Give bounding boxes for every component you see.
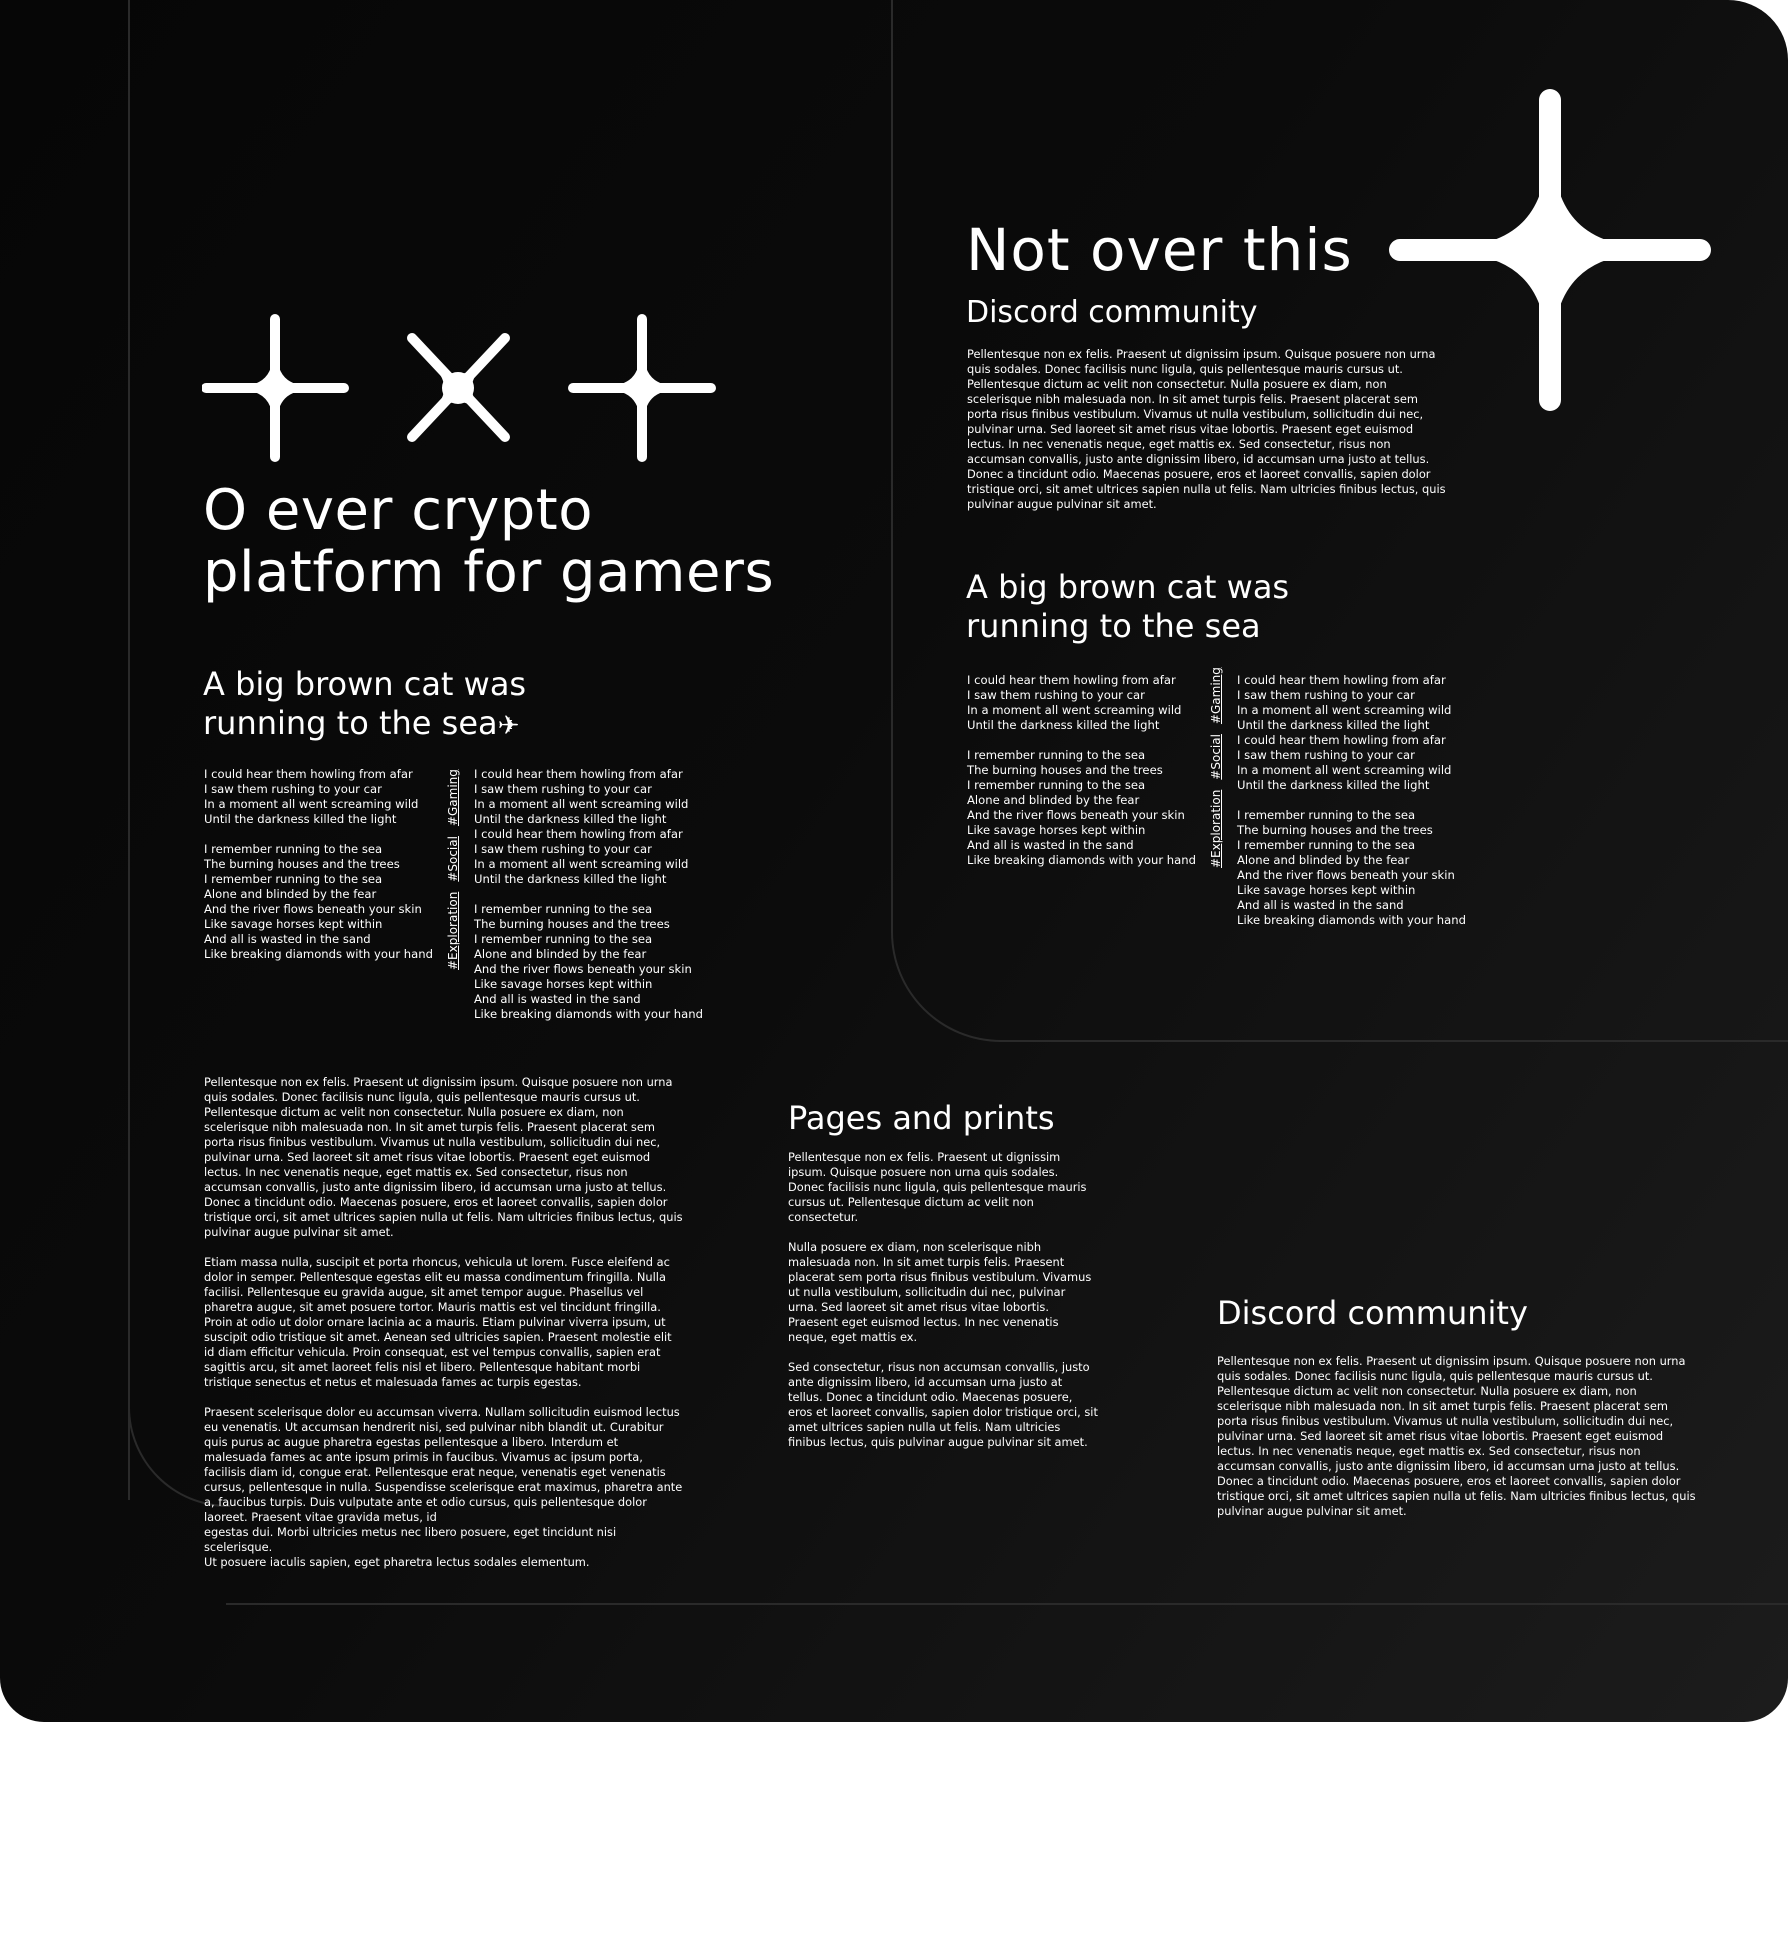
tag-gaming[interactable]: #Gaming	[446, 769, 460, 827]
right-heading: Not over this	[966, 216, 1353, 284]
right-tag-list	[1209, 667, 1223, 868]
left-body-paragraph-3: Praesent scelerisque dolor eu accumsan viverra. Nullam sollicitudin euismod lectus eu venenatis. Ut accumsan hendrerit nisi, sed pulvinar nibh blandit ut. Curabitur quis purus ac augue pharetra egestas pellentesque a libero. Interdum et malesuada fames ac ante ipsum primis in faucibus. Vivamus ac ipsum porta, facilisis diam id, congue erat. Pellentesque erat neque, venenatis eget venenatis cursus, pellentesque in nulla. Suspendisse scelerisque erat maximus, pharetra ante a, faucibus turpis. Duis vulputate ante et odio cursus, quis pellentesque dolor laoreet. Praesent vitae gravida metus, id egestas dui. Morbi ultricies metus nec libero posuere, eget tincidunt nisi scelerisque. Ut posuere iaculis sapien, eget pharetra lectus sodales elementum.	[204, 1405, 683, 1569]
sparkle-row	[202, 313, 722, 463]
right-subheading-2: A big brown cat was running to the sea	[966, 568, 1290, 645]
tag-social[interactable]: #Social	[446, 836, 460, 882]
tag-gaming[interactable]: #Gaming	[1209, 667, 1223, 725]
right-paragraph: Pellentesque non ex felis. Praesent ut dignissim ipsum. Quisque posuere non urna quis sodales. Donec facilisis nunc ligula, quis pellentesque mauris cursus ut. Pellentesque dictum ac velit non consectetur. Nulla posuere ex diam, non scelerisque nibh malesuada non. In sit amet turpis felis. Praesent placerat sem porta risus finibus vestibulum. Vivamus ut nulla vestibulum, sollicitudin dui nec, pulvinar urna. Sed laoreet sit amet risus vitae lobortis. Praesent eget euismod lectus. In nec venenatis neque, eget mattis ex. Sed consectetur, risus non accumsan convallis, justo ante dignissim libero, id accumsan urna justo at tellus. Donec a tincidunt odio. Maecenas posuere, eros et laoreet convallis, sapien dolor tristique orci, sit amet ultrices sapien nulla ut felis. Nam ultricies finibus lectus, quis pulvinar augue pulvinar sit amet.	[967, 347, 1446, 511]
left-tag-list	[446, 769, 460, 970]
left-vertical-rule	[128, 0, 130, 1500]
pages-paragraph-3: Sed consectetur, risus non accumsan convallis, justo ante dignissim libero, id accumsan urna justo at tellus. Donec a tincidunt odio. Maecenas posuere, eros et laoreet convallis, sapien dolor tristique orci, sit amet ultrices sapien nulla ut felis. Nam ultricies finibus lectus, quis pulvinar augue pulvinar sit amet.	[788, 1360, 1098, 1449]
plane-icon: ✈	[497, 711, 520, 741]
pages-paragraph-2: Nulla posuere ex diam, non scelerisque nibh malesuada non. In sit amet turpis felis. Praesent placerat sem porta risus finibus vestibulum. Vivamus ut nulla vestibulum, sollicitudin dui nec, pulvinar urna. Sed laoreet sit amet risus vitae lobortis. Praesent eget euismod lectus. In nec venenatis neque, eget mattis ex.	[788, 1240, 1092, 1344]
discord-paragraph: Pellentesque non ex felis. Praesent ut dignissim ipsum. Quisque posuere non urna quis sodales. Donec facilisis nunc ligula, quis pellentesque mauris cursus ut. Pellentesque dictum ac velit non consectetur. Nulla posuere ex diam, non scelerisque nibh malesuada non. In sit amet turpis felis. Praesent placerat sem porta risus finibus vestibulum. Vivamus ut nulla vestibulum, sollicitudin dui nec, pulvinar urna. Sed laoreet sit amet risus vitae lobortis. Praesent eget euismod lectus. In nec venenatis neque, eget mattis ex. Sed consectetur, risus non accumsan convallis, justo ante dignissim libero, id accumsan urna justo at tellus. Donec a tincidunt odio. Maecenas posuere, eros et laoreet convallis, sapien dolor tristique orci, sit amet ultrices sapien nulla ut felis. Nam ultricies finibus lectus, quis pulvinar augue pulvinar sit amet.	[1217, 1354, 1696, 1518]
bottom-horizontal-rule	[226, 1603, 1788, 1605]
pages-body	[788, 1150, 1098, 1465]
main-heading: O ever crypto platform for gamers	[203, 478, 775, 605]
right-panel-frame-curve	[891, 880, 1003, 1042]
pages-paragraph-1: Pellentesque non ex felis. Praesent ut dignissim ipsum. Quisque posuere non urna quis sodales. Donec facilisis nunc ligula, quis pellentesque mauris cursus ut. Pellentesque dictum ac velit non consectetur.	[788, 1150, 1087, 1224]
left-poem-column-2: I could hear them howling from afar I saw them rushing to your car In a moment all went screaming wild Until the darkness killed the light I could hear them howling from afar I saw them rushing to your car In a moment all went screaming wild Until the darkness killed the light I remember running to the sea The burning houses and the trees I remember running to the sea Alone and blinded by the fear And the river flows beneath your skin Like savage horses kept within And all is wasted in the sand Like breaking diamonds with your hand	[474, 767, 703, 1021]
left-body-paragraph-2: Etiam massa nulla, suscipit et porta rhoncus, vehicula ut lorem. Fusce eleifend ac dolor in semper. Pellentesque egestas elit eu massa condimentum fringilla. Nulla facilisi. Pellentesque eu gravida augue, sit amet tempor augue. Phasellus vel pharetra augue, sit amet posuere tortor. Mauris mattis est vel tincidunt fringilla. Proin at odio ut dolor ornare lacinia ac a mauris. Etiam pulvinar viverra ipsum, ut suscipit odio tristique sit amet. Aenean sed ultricies sapien. Praesent molestie elit id diam efficitur vehicula. Proin consequat, est vel tempus convallis, sapien erat sagittis arcu, sit amet laoreet felis nisl et libero. Pellentesque habitant morbi tristique senectus et netus et malesuada fames ac turpis egestas.	[204, 1255, 672, 1389]
tag-exploration[interactable]: #Exploration	[1209, 789, 1223, 868]
right-panel-horizontal-rule	[999, 1040, 1788, 1042]
right-panel-vertical-rule	[891, 0, 893, 930]
pages-heading: Pages and prints	[788, 1099, 1055, 1137]
right-subheading: Discord community	[966, 295, 1258, 330]
left-subheading-text: A big brown cat was running to the sea	[203, 665, 527, 742]
tag-social[interactable]: #Social	[1209, 734, 1223, 780]
left-body-paragraph-1: Pellentesque non ex felis. Praesent ut dignissim ipsum. Quisque posuere non urna quis sodales. Donec facilisis nunc ligula, quis pellentesque mauris cursus ut. Pellentesque dictum ac velit non consectetur. Nulla posuere ex diam, non scelerisque nibh malesuada non. In sit amet turpis felis. Praesent placerat sem porta risus finibus vestibulum. Vivamus ut nulla vestibulum, sollicitudin dui nec, pulvinar urna. Sed laoreet sit amet risus vitae lobortis. Praesent eget euismod lectus. In nec venenatis neque, eget mattis ex. Sed consectetur, risus non accumsan convallis, justo ante dignissim libero, id accumsan urna justo at tellus. Donec a tincidunt odio. Maecenas posuere, eros et laoreet convallis, sapien dolor tristique orci, sit amet ultrices sapien nulla ut felis. Nam ultricies finibus lectus, quis pulvinar augue pulvinar sit amet.	[204, 1075, 683, 1239]
tag-exploration[interactable]: #Exploration	[446, 891, 460, 970]
left-body-text	[204, 1075, 684, 1585]
four-point-star-icon	[573, 319, 711, 457]
four-point-star-icon	[206, 319, 344, 457]
x-sparkle-icon	[411, 338, 505, 437]
right-poem-column-2: I could hear them howling from afar I saw them rushing to your car In a moment all went screaming wild Until the darkness killed the light I could hear them howling from afar I saw them rushing to your car In a moment all went screaming wild Until the darkness killed the light I remember running to the sea The burning houses and the trees I remember running to the sea Alone and blinded by the fear And the river flows beneath your skin Like savage horses kept within And all is wasted in the sand Like breaking diamonds with your hand	[1237, 673, 1466, 927]
right-poem-column-1: I could hear them howling from afar I saw them rushing to your car In a moment all went screaming wild Until the darkness killed the light I remember running to the sea The burning houses and the trees I remember running to the sea Alone and blinded by the fear And the river flows beneath your skin Like savage horses kept within And all is wasted in the sand Like breaking diamonds with your hand	[967, 673, 1196, 867]
left-subheading	[203, 665, 643, 746]
discord-heading: Discord community	[1217, 1294, 1528, 1332]
left-poem-column-1: I could hear them howling from afar I saw them rushing to your car In a moment all went screaming wild Until the darkness killed the light I remember running to the sea The burning houses and the trees I remember running to the sea Alone and blinded by the fear And the river flows beneath your skin Like savage horses kept within And all is wasted in the sand Like breaking diamonds with your hand	[204, 767, 433, 961]
